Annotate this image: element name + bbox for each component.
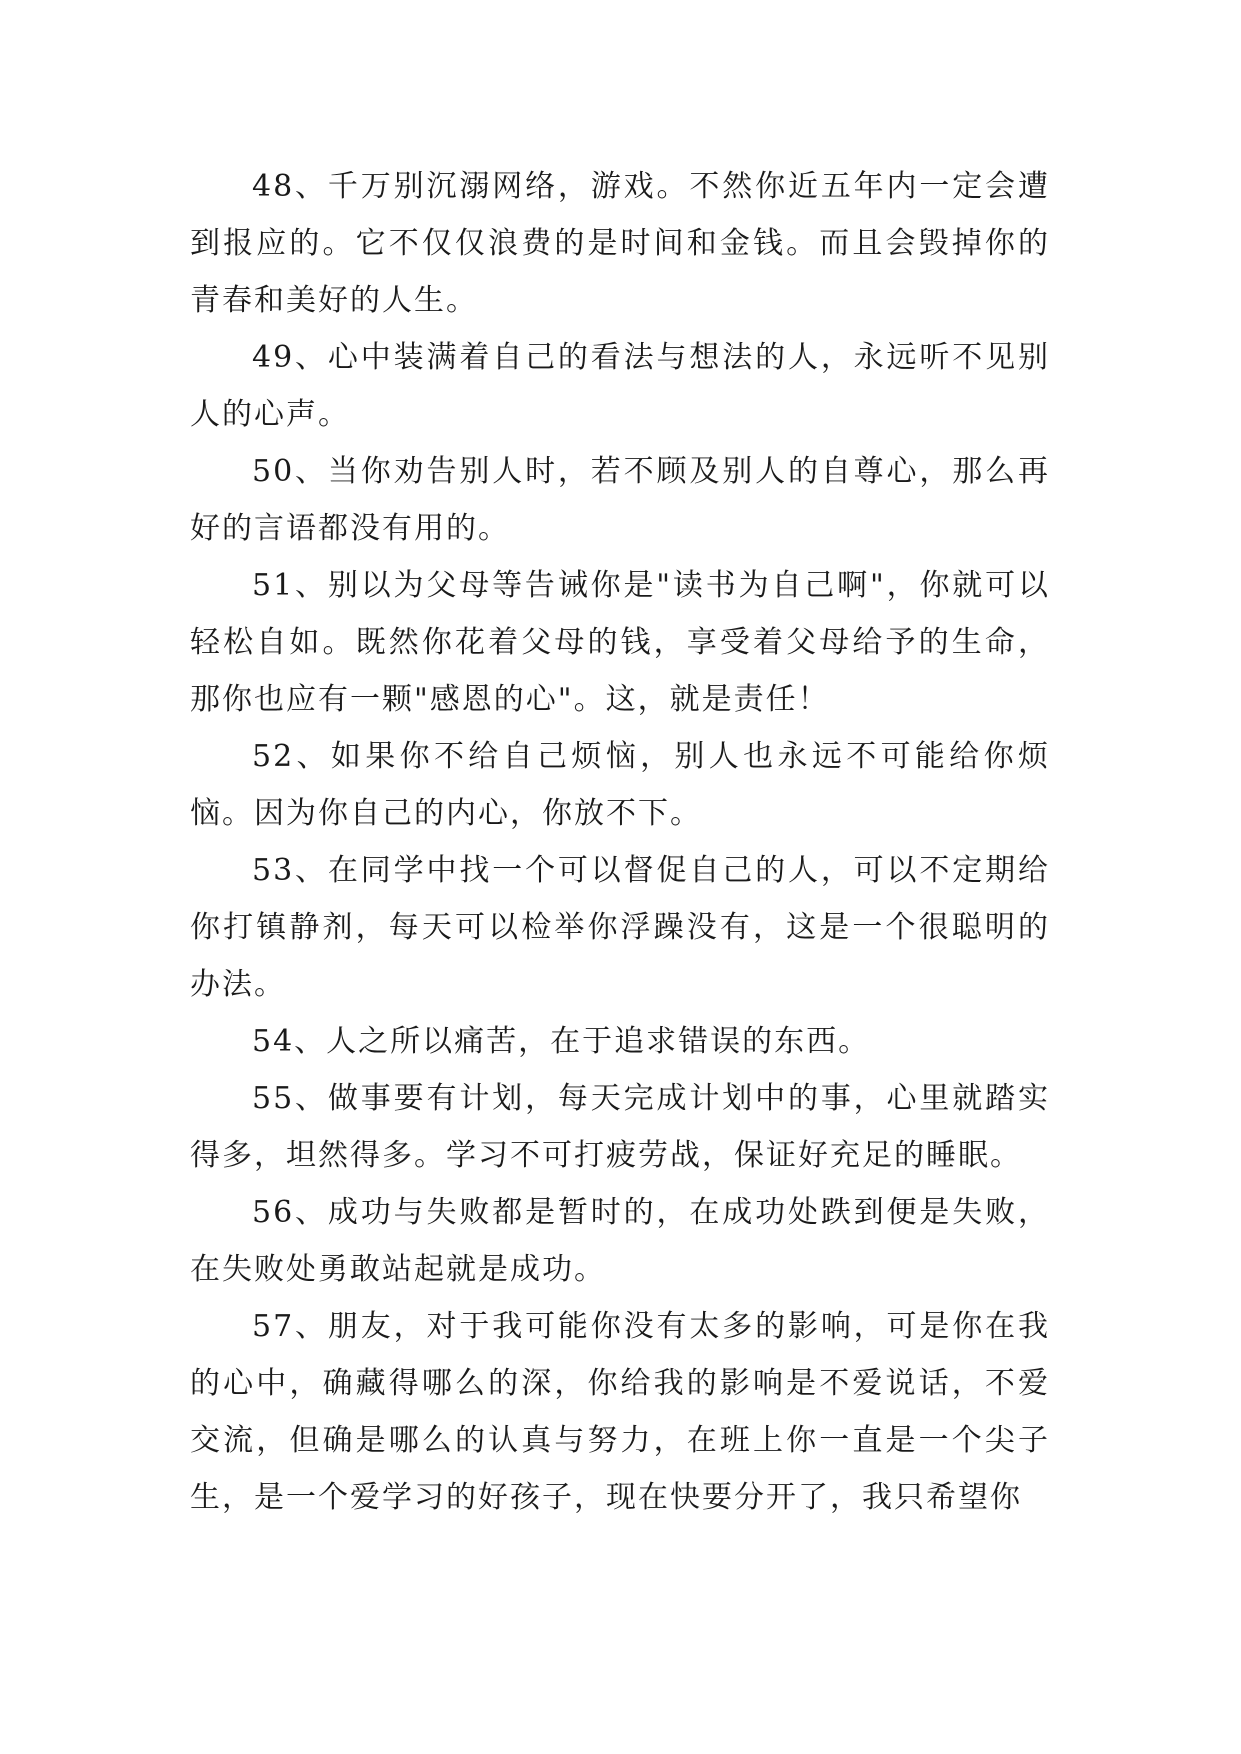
paragraph-52: 52、如果你不给自己烦恼，别人也永远不可能给你烦恼。因为你自己的内心，你放不下。 xyxy=(190,739,1050,831)
paragraph-49: 49、心中装满着自己的看法与想法的人，永远听不见别人的心声。 xyxy=(190,340,1050,432)
paragraph-56: 56、成功与失败都是暂时的，在成功处跌到便是失败，在失败处勇敢站起就是成功。 xyxy=(190,1195,1050,1287)
paragraph-57: 57、朋友，对于我可能你没有太多的影响，可是你在我的心中，确藏得哪么的深，你给我的影响是不爱说话，不爱交流，但确是哪么的认真与努力，在班上你一直是一个尖子生，是一个爱学习的好孩子，现在快要分开了，我只希望你 xyxy=(190,1309,1050,1515)
paragraph-54: 54、人之所以痛苦，在于追求错误的东西。 xyxy=(252,1024,871,1059)
paragraph-51: 51、别以为父母等告诫你是"读书为自己啊"，你就可以轻松自如。既然你花着父母的钱，享受着父母给予的生命，那你也应有一颗"感恩的心"。这，就是责任！ xyxy=(190,568,1050,717)
paragraph-55: 55、做事要有计划，每天完成计划中的事，心里就踏实得多，坦然得多。学习不可打疲劳战，保证好充足的睡眠。 xyxy=(190,1081,1050,1173)
paragraph-48: 48、千万别沉溺网络，游戏。不然你近五年内一定会遭到报应的。它不仅仅浪费的是时间和金钱。而且会毁掉你的青春和美好的人生。 xyxy=(190,169,1050,318)
paragraph-50: 50、当你劝告别人时，若不顾及别人的自尊心，那么再好的言语都没有用的。 xyxy=(190,454,1050,546)
paragraph-53: 53、在同学中找一个可以督促自己的人，可以不定期给你打镇静剂，每天可以检举你浮躁没有，这是一个很聪明的办法。 xyxy=(190,853,1050,1002)
document-body xyxy=(190,158,1050,1526)
